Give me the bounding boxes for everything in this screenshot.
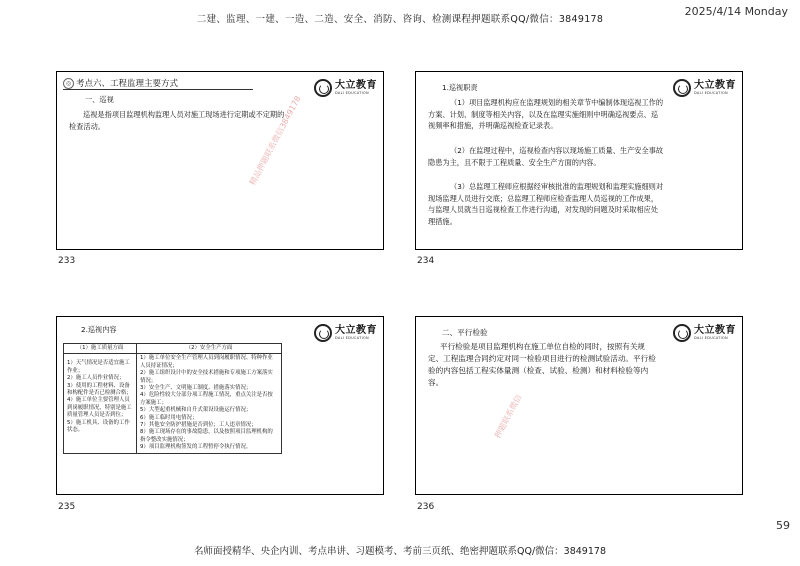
slide-236 [415, 316, 743, 495]
list-item: 5）大型起重机械和自升式架设设施运行情况； [140, 407, 252, 414]
comparison-table [63, 343, 282, 454]
slide-233 [56, 71, 384, 250]
slide-heading: 1.巡视职责 [442, 83, 478, 92]
list-item: 3）安全生产、文明施工制度、措施落实情况； [140, 385, 252, 392]
list-item: 1）天气情况是否适宜施工作业； [67, 360, 130, 374]
logo-sub: DALI EDUCATION [335, 335, 369, 340]
logo [314, 76, 377, 100]
logo-name: 大立教育 [335, 79, 377, 91]
bullet-circle-icon: ◎ [63, 78, 74, 89]
logo [673, 76, 736, 100]
slide-234 [415, 71, 743, 250]
paragraph-1: （1）项目监理机构应在监理规划的相关章节中编制体现巡视工作的方案、计划、制度等相关内容，以及在监理实施细则中明确巡视要点、巡视频率和措施，并明确巡视检查记录表。 [428, 98, 664, 130]
logo [314, 321, 377, 345]
slide-body: 平行检验是项目监理机构在施工单位自检的同时，按照有关规定、工程监理合同约定对同一检验项目进行的检测试验活动。平行检验的内容包括工程实体量测（检查、试验、检测）和材料检验等内容。 [428, 342, 656, 387]
date-stamp: 2025/4/14 Monday [684, 5, 788, 18]
logo-mark-icon [673, 79, 691, 97]
list-item: 1）施工单位安全生产管理人员到岗履职情况、特种作业人员持证情况； [140, 355, 273, 369]
slide-235 [56, 316, 384, 495]
logo-sub: DALI EDUCATION [335, 90, 369, 95]
logo-mark-icon [314, 324, 332, 342]
list-item: 7）其他安全防护措施是否到位；工人违章情况； [140, 422, 257, 429]
slide-number: 236 [417, 502, 435, 512]
slide-number: 234 [417, 256, 435, 266]
logo-mark-icon [314, 79, 332, 97]
title-underline [63, 89, 253, 90]
slide-number: 233 [58, 256, 76, 266]
page-number: 59 [776, 519, 790, 532]
logo-name: 大立教育 [335, 324, 377, 336]
header-banner: 二建、监理、一建、一造、二造、安全、消防、咨询、检测课程押题联系QQ/微信：3849178 [196, 14, 604, 25]
logo-name: 大立教育 [694, 324, 736, 336]
list-item: 5）施工机具、设备的工作状态。 [67, 419, 130, 434]
slide-number: 235 [58, 502, 76, 512]
table-header: （1）施工质量方面 [64, 344, 137, 354]
logo [673, 321, 736, 345]
list-item: 4）危险性较大分部分项工程施工情况，重点关注是否按方案施工； [140, 392, 273, 406]
watermark: 押题联系微信 [492, 393, 524, 440]
list-item: 6）施工临时用电情况； [140, 414, 198, 421]
slide-title-row [63, 77, 178, 89]
watermark: 精品押题联系微信3849178 [247, 94, 303, 187]
list-item: 9）项目监理机构签发的工程暂停令执行情况。 [140, 444, 252, 451]
logo-name: 大立教育 [694, 79, 736, 91]
footer-banner: 名师面授精华、央企内训、考点串讲、习题模考、考前三页纸、绝密押题联系QQ/微信：3849178 [194, 546, 606, 557]
list-item: 2）施工人员作业情况； [67, 375, 125, 382]
table-cell-quality [64, 354, 137, 453]
list-item: 4）施工单位主要管理人员到岗履职情况，特别是施工质量管理人员是否到位； [67, 397, 132, 419]
table-header: （2）安全生产方面 [137, 344, 282, 354]
slide-title: 考点六、工程监理主要方式 [76, 79, 179, 89]
list-item: 8）施工现场存在的事故隐患，以及按照项目监理机构的指令整改实施情况； [140, 429, 273, 443]
logo-sub: DALI EDUCATION [694, 90, 728, 95]
paragraph-3: （3）总监理工程师应根据经审核批准的监理规划和监理实施细则对现场监理人员进行交底；总监理工程师应检查监理人员巡视的工作成果，与监理人员就当日巡视检查工作进行沟通，对发现的问题及时采取相应处理措施。 [428, 182, 664, 226]
slide-heading: 2.巡视内容 [81, 325, 117, 334]
logo-mark-icon [673, 324, 691, 342]
slide-subtitle: 一、巡视 [85, 95, 114, 104]
list-item: 3）使用的工程材料、设备和构配件是否已检测合格； [67, 382, 132, 397]
slide-heading: 二、平行检验 [442, 328, 488, 337]
slide-body: 巡视是指项目监理机构监理人员对施工现场进行定期或不定期的检查活动。 [69, 110, 285, 131]
paragraph-2: （2）在监理过程中，巡视检查内容以现场施工质量、生产安全事故隐患为主，且不限于工程质量、安全生产方面的内容。 [428, 146, 664, 167]
list-item: 2）施工组织设计中的安全技术措施和专项施工方案落实情况； [140, 370, 273, 384]
table-cell-safety [137, 354, 282, 453]
logo-sub: DALI EDUCATION [694, 335, 728, 340]
